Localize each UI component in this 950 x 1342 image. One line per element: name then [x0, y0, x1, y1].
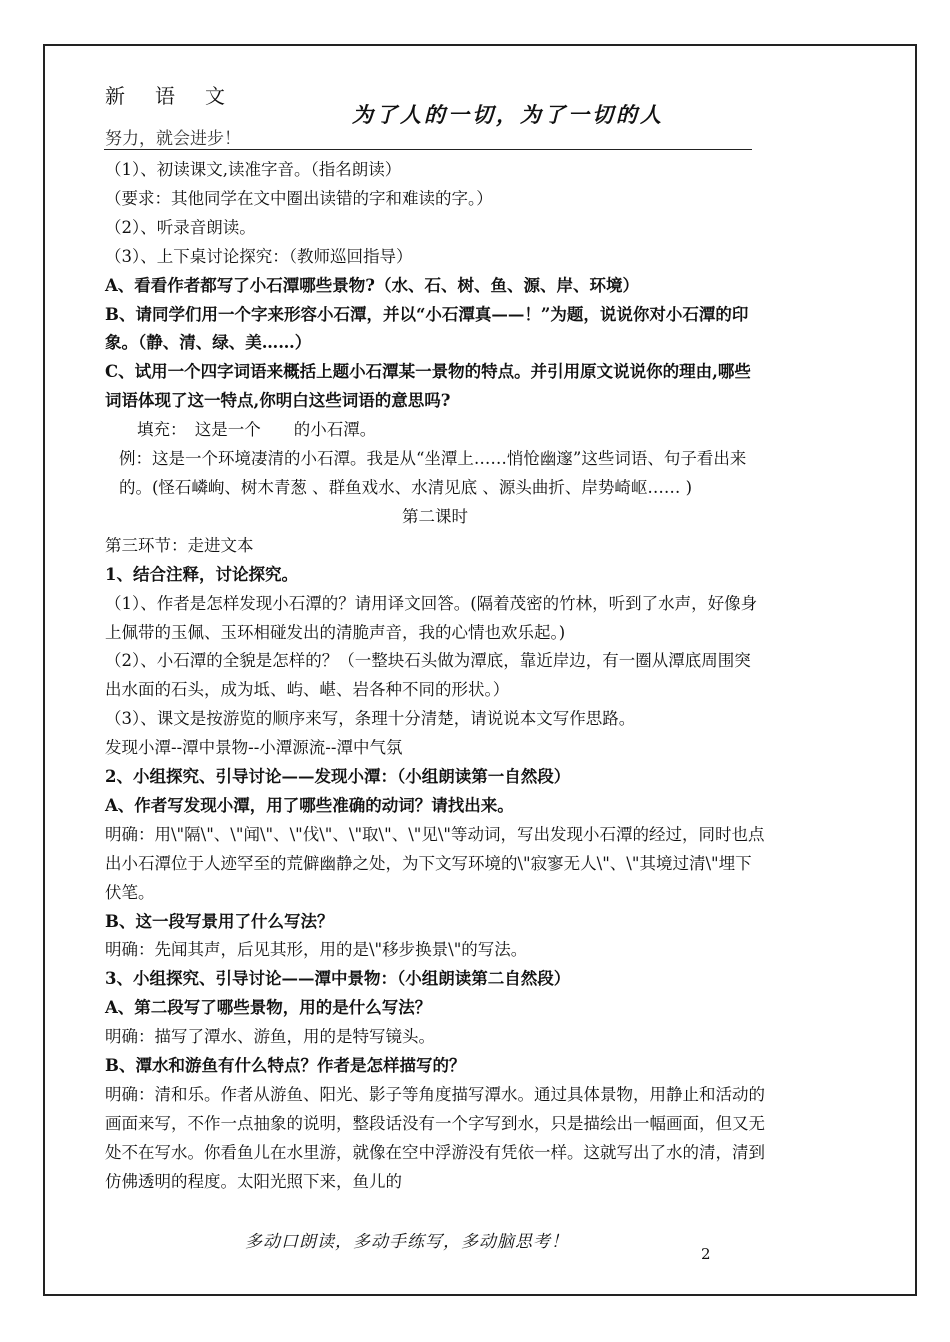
section-heading: 第二课时 [402, 506, 468, 526]
header-subtitle: 努力，就会进步！ [105, 129, 241, 149]
body-line: A、看看作者都写了小石潭哪些景物?（水、石、树、鱼、源、岸、环境） [105, 275, 639, 295]
body-line: 明确：清和乐。作者从游鱼、阳光、影子等角度描写潭水。通过具体景物，用静止和活动的画面来写，不作一点抽象的说明，整段话没有一个字写到水，只是描绘出一幅画面，但又无处不在写水。你看鱼儿在水里游，就像在空中浮游没有凭依一样。这就写出了水的清，清到仿佛透明的程度。太阳光照下来，鱼儿的 [105, 1085, 765, 1191]
body-line: A、作者写发现小潭，用了哪些准确的动词？请找出来。 [105, 795, 514, 815]
body-line: 1、结合注释，讨论探究。 [105, 564, 298, 584]
body-line: （3）、课文是按游览的顺序来写，条理十分清楚，请说说本文写作思路。 [105, 709, 636, 729]
body-line: B、这一段写景用了什么写法？ [105, 911, 334, 931]
body-line: （要求：其他同学在文中圈出读错的字和难读的字。） [105, 188, 493, 208]
body-line: 例：这是一个环境凄清的小石潭。我是从“坐潭上……悄怆幽邃”这些词语、句子看出来的。(怪石嶙峋、树木青葱 、群鱼戏水、水清见底 、源头曲折、岸势崎岖…… ) [119, 449, 747, 497]
body-line: 明确：描写了潭水、游鱼，用的是特写镜头。 [105, 1027, 435, 1047]
document-body [105, 156, 765, 1197]
footer-slogan: 多动口朗读，多动手练写，多动脑思考！ [245, 1232, 569, 1252]
body-line: 明确：用\"隔\"、\"闻\"、\"伐\"、\"取\"、\"见\"等动词，写出发现小石潭的经过，同时也点出小石潭位于人迹罕至的荒僻幽静之处，为下文写环境的\"寂寥无人\"、\"其境过清\"埋下伏笔。 [105, 824, 765, 902]
body-line: 第三环节：走进文本 [105, 535, 254, 555]
body-line: （2）、听录音朗读。 [105, 217, 256, 237]
page-number: 2 [701, 1245, 711, 1263]
header-title: 新语文 [105, 84, 255, 108]
body-line: 明确：先闻其声，后见其形，用的是\"移步换景\"的写法。 [105, 940, 528, 960]
body-line: （1）、初读课文,读准字音。（指名朗读） [105, 160, 402, 179]
body-line: 3、小组探究、引导讨论——潭中景物：（小组朗读第二自然段） [105, 969, 571, 989]
body-line: C、试用一个四字词语来概括上题小石潭某一景物的特点。并引用原文说说你的理由,哪些词语体现了这一特点,你明白这些词语的意思吗? [105, 362, 751, 411]
body-line: 2、小组探究、引导讨论——发现小潭：（小组朗读第一自然段） [105, 767, 571, 787]
body-line: A、第二段写了哪些景物，用的是什么写法？ [105, 998, 432, 1018]
header-motto: 为了人的一切，为了一切的人 [352, 102, 664, 127]
body-line: （3）、上下桌讨论探究：（教师巡回指导） [105, 246, 413, 266]
body-line: 填充： 这是一个 的小石潭。 [137, 420, 377, 440]
header-divider [104, 149, 752, 150]
body-line: （1）、作者是怎样发现小石潭的？请用译文回答。(隔着茂密的竹林，听到了水声，好像身上佩带的玉佩、玉环相碰发出的清脆声音，我的心情也欢乐起。) [105, 593, 758, 642]
body-line: （2）、小石潭的全貌是怎样的？（一整块石头做为潭底，靠近岸边，有一圈从潭底周围突出水面的石头，成为坻、屿、嵁、岩各种不同的形状。） [105, 651, 751, 700]
body-line: 发现小潭--潭中景物--小潭源流--潭中气氛 [105, 738, 403, 758]
body-line: B、潭水和游鱼有什么特点？作者是怎样描写的？ [105, 1056, 466, 1076]
body-line: B、请同学们用一个字来形容小石潭，并以“小石潭真——！”为题，说说你对小石潭的印象。（静、清、绿、美……） [105, 304, 749, 353]
